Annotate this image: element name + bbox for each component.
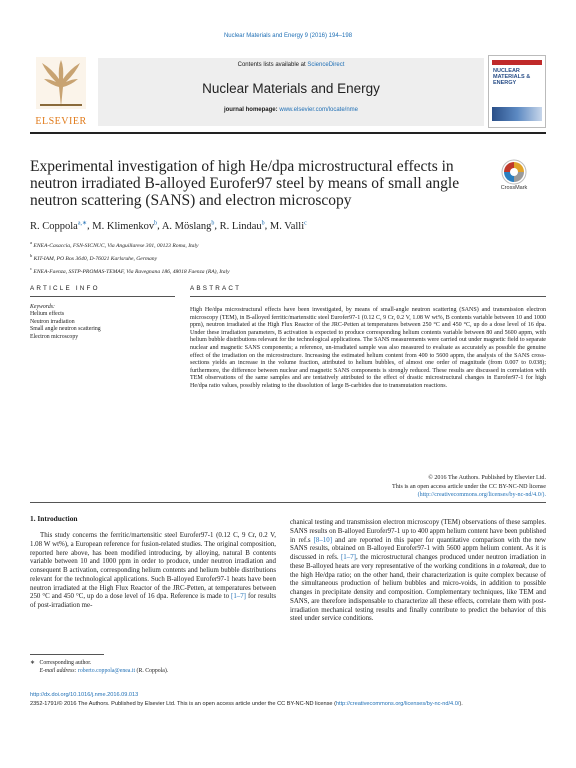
elsevier-logo[interactable] bbox=[30, 55, 92, 128]
author[interactable]: M. Valli$^c$ bbox=[269, 220, 307, 232]
cover-top-bar bbox=[492, 60, 542, 65]
abstract-rule-top bbox=[190, 296, 546, 297]
section-heading: 1. Introduction bbox=[30, 514, 78, 523]
elsevier-tree-icon bbox=[36, 57, 86, 109]
body-text: This study concerns the ferritic/martensitic steel Eurofer97-1 (0.12 C, 9 Cr, 0.2 V, 1.08 W wt%), a European reference for fusion-related studies. The original composition, reported here above, has been modified introducing, by alloying, natural B contents variable between 10 and 1000 ppm in order to produce, under neutron irradiation and consequent B activation, corresponding helium contents and helium bubble distributions relevant for the technological applications. Such B-alloyed Eurofer97-1 heats have been neutron irradiated at the High Flux Reactor of the JRC-Petten, at temperatures between 250 °C and 450 °C, up do a dose level of 16 dpa. Reference is made to bbox=[30, 532, 276, 601]
affiliation: $^c$ ENEA-Faenza, SSTP-PROMAS-TEMAF, Via Ravegnana 186, 48018 Faenza (RA), Italy bbox=[30, 265, 230, 275]
footnote bbox=[30, 659, 276, 675]
keyword[interactable]: Electron microscopy bbox=[30, 333, 79, 340]
journal-homepage-link[interactable]: www.elsevier.com/locate/nme bbox=[279, 107, 359, 113]
crossmark-badge[interactable] bbox=[490, 159, 538, 191]
author[interactable]: M. Klimenkov$^b$ bbox=[92, 220, 158, 232]
article-title: Experimental investigation of high He/dpa microstructural effects in neutron irradiated B-alloyed Eurofer97 steel by means of small angle neutron scattering (SANS) and electron microscopy bbox=[30, 158, 460, 209]
corresponding-author-note: ∗ Corresponding author. bbox=[30, 660, 92, 666]
keywords-block bbox=[30, 304, 175, 341]
keyword[interactable]: Neutron irradiation bbox=[30, 318, 75, 325]
affiliation: $^a$ ENEA-Casaccia, FSN-SICNUC, Via Anguillarese 301, 00123 Roma, Italy bbox=[30, 240, 199, 249]
body-text: and are reported in this paper for quantitative comparison with the new SANS results, obtained on B-alloyed Eurofer97-1 with 5600 appm helium content. As it is discussed in refs. bbox=[290, 536, 547, 561]
author[interactable]: R. Coppola$^{a,∗}$ bbox=[30, 220, 88, 232]
elsevier-wordmark: ELSEVIER bbox=[35, 116, 87, 127]
body-text: , the microstructural changes produced under neutron irradiation in these B-alloyed heats are very representative of the working conditions in bbox=[290, 554, 546, 570]
citation-link[interactable]: [8–10] bbox=[313, 536, 332, 544]
journal-reference[interactable]: Nuclear Materials and Energy 9 (2016) 194–198 bbox=[223, 33, 353, 39]
affiliation: $^b$ KIT-IAM, PO Box 3640, D-76021 Karlsruhe, Germany bbox=[30, 252, 158, 262]
abstract-text: High He/dpa microstructural effects have been investigated, by means of small-angle neutron scattering (SANS) and transmission electron microscopy (TEM), in B-alloyed ferritic/martensitic steel Eurofer97-1 (0.12 C, 9 Cr, 0.2 V, 1.08 W wt%, B contents variable between 10 and 1000 ppm), neutron irradiated at the High Flux Reactor of the JRC-Petten at temperatures between 250 °C and 450 °C, up do a dose level of 16 dpa. Under these irradiation parameters, B activation is expected to produce corresponding helium contents variable between 80 and 5600 appm, with helium bubble distributions relevant for the technological applications. The SANS measurements were carried out under magnetic field to separate nuclear and magnetic SANS components; a reference, un-irradiated sample was also measured to evaluate as accurately as possible the genuine effect of the irradiation on the microstructure. Increasing the estimated helium content from 400 to 5600 appm, the analysis of the SANS cross-sections yields an increase in the volume fraction, attributed to helium bubbles, of almost one order of magnitude (from 0.007 to 0.038); furthermore, the difference between nuclear and magnetic SANS components is strongly reduced. These results are discussed in correlation with TEM observations of the same samples and are tentatively attributed to the effect of drastic microstructural changes in Eurofer97-1 for high He/dpa ratio values, possibly relating to the dissolution of large B-carbides due to transmutation reactions. bbox=[190, 307, 546, 389]
journal-header bbox=[30, 55, 546, 128]
homepage-prefix: journal homepage: bbox=[223, 107, 280, 113]
citation-link[interactable]: [1–7] bbox=[341, 554, 356, 561]
crossmark-label: CrossMark bbox=[500, 185, 528, 191]
crossmark-icon bbox=[501, 159, 527, 185]
cover-image-stripe bbox=[492, 107, 542, 121]
copyright-line: © 2016 The Authors. Published by Elsevier Ltd. bbox=[428, 475, 546, 481]
body-column-right bbox=[290, 519, 546, 624]
email-label: E-mail address: bbox=[39, 668, 77, 674]
keyword[interactable]: Helium effects bbox=[30, 311, 65, 318]
email-note: E-mail address: roberto.coppola@enea.it (R. Coppola). bbox=[39, 668, 169, 674]
license-link[interactable]: (http://creativecommons.org/licenses/by-nc-nd/4.0/). bbox=[417, 492, 546, 499]
footer-license: 2352-1791/© 2016 The Authors. Published by Elsevier Ltd. This is an open access article under the CC BY-NC-ND license (http://creativecommons.org/licenses/by-nc-nd/4.0/). bbox=[30, 701, 463, 707]
abstract-copyright bbox=[190, 474, 546, 500]
body-text: chanical testing and transmission electron microscopy (TEM) observations of these samples. SANS results on B-alloyed Eurofer97-1 up to 400 appm helium content have been published in ref.s bbox=[290, 519, 546, 544]
sciencedirect-link[interactable]: ScienceDirect bbox=[307, 62, 345, 68]
body-column-left bbox=[30, 532, 276, 611]
author-list: R. Coppola$^{a,∗}$, M. Klimenkov$^b$, A. Möslang$^b$, R. Lindau$^b$, M. Valli$^c$ bbox=[30, 220, 307, 232]
citation-link[interactable]: [1–7] bbox=[231, 593, 246, 601]
footnote-rule bbox=[30, 654, 104, 655]
body-text: , due to the high He/dpa ratio; on the other hand, their characterization is quite complex because of the simultaneous production of helium bubbles and micro-voids, in addition to possible changes in precipitate density and composition. Complementary techniques, like TEM and SANS, are therefore indispensable to characterize all these effects, correlate them with post-irradiation mechanical testing results and finally contribute to predict the behavior of this steel under service conditions. bbox=[290, 562, 547, 623]
header-rule bbox=[30, 132, 546, 134]
emphasis-text: a tokamak bbox=[496, 562, 526, 570]
journal-banner bbox=[98, 58, 484, 126]
body-separator bbox=[30, 502, 546, 503]
contents-prefix: Contents lists available at bbox=[237, 62, 308, 68]
article-info-rule-top bbox=[30, 296, 175, 297]
abstract-heading: ABSTRACT bbox=[190, 285, 242, 292]
author[interactable]: A. Möslang$^b$ bbox=[161, 220, 215, 232]
footer-license-link[interactable]: http://creativecommons.org/licenses/by-nc-nd/4.0/ bbox=[335, 701, 460, 707]
doi-link[interactable]: http://dx.doi.org/10.1016/j.nme.2016.09.013 bbox=[30, 692, 139, 698]
contents-line bbox=[98, 62, 484, 68]
keyword[interactable]: Small angle neutron scattering bbox=[30, 326, 101, 333]
article-info-heading: ARTICLE INFO bbox=[30, 285, 100, 292]
author-email-link[interactable]: roberto.coppola@enea.it bbox=[77, 668, 136, 674]
affiliation-list bbox=[30, 238, 230, 277]
homepage-line bbox=[98, 107, 484, 113]
license-line: This is an open access article under the CC BY-NC-ND license bbox=[392, 483, 546, 490]
journal-cover-thumbnail[interactable] bbox=[488, 55, 546, 128]
body-text: for results of post-irradiation me- bbox=[30, 593, 276, 609]
cover-title: NUCLEAR MATERIALS & ENERGY bbox=[493, 68, 531, 86]
footnote-marker: ∗ bbox=[30, 660, 35, 666]
keywords-label: Keywords: bbox=[30, 304, 55, 310]
journal-title: Nuclear Materials and Energy bbox=[202, 81, 380, 96]
author[interactable]: R. Lindau$^b$ bbox=[219, 220, 265, 232]
